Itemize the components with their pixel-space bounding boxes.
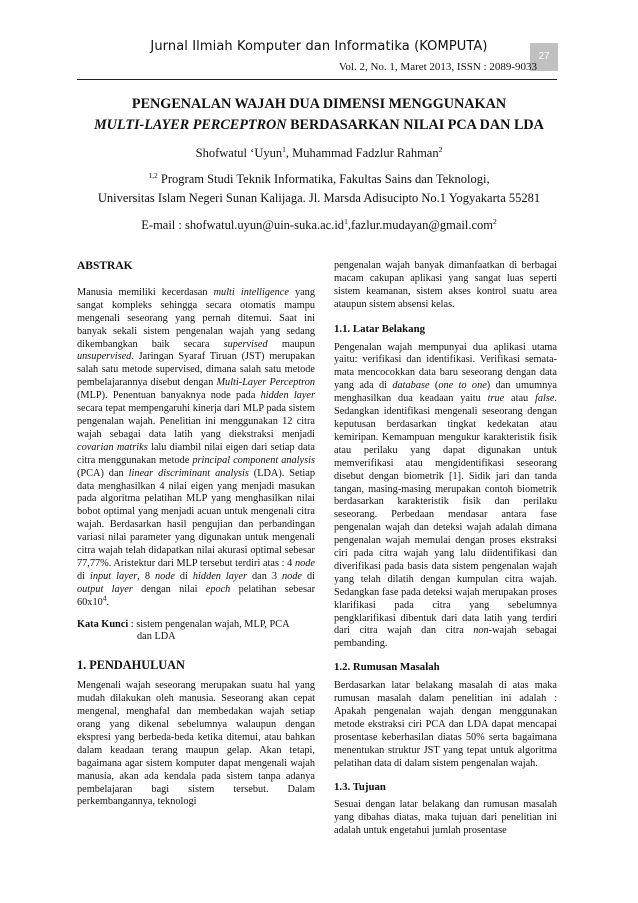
email-sup2: 2 <box>492 216 497 226</box>
keywords-line2: dan LDA <box>137 631 176 643</box>
latar-belakang-run: one to one <box>438 380 487 392</box>
keywords-label: Kata Kunci <box>77 618 129 630</box>
abstract-run: output layer <box>77 583 133 595</box>
abstract-run: 4 <box>102 593 107 603</box>
abstract-run: linear discriminant analysis <box>128 467 249 479</box>
authors <box>0 146 638 161</box>
email-prefix: E-mail : shofwatul.uyun@uin-suka.ac.id <box>141 218 345 232</box>
email-sup1: 1 <box>344 216 348 226</box>
latar-belakang-text <box>334 342 557 652</box>
latar-belakang-run: non <box>473 625 489 637</box>
abstract-run: epoch <box>205 583 231 595</box>
abstract-run: . <box>106 596 110 608</box>
abstract-run: node <box>281 570 302 582</box>
abstract-run: unsupervised <box>77 351 132 363</box>
subsection-latar-belakang-heading: 1.1. Latar Belakang <box>334 322 425 335</box>
pendahuluan-text: Mengenali wajah seseorang merupakan suatu hal yang mudah dilakukan oleh manusia. Seseorang akan cepat mengenal, menghafal dan membedakan wajah setiap orang yang dikenal sebelumnya walaupun dengan ekspresi yang berbeda-beda ketika ditemui, atau bahkan dalam keadaan terang maupun gelap. Akan tetapi, bagaimana agar sistem komputer dapat mengenali wajah manusia, akan ada kendala pada sistem tanpa adanya pembelajaran bagi sistem tersebut. Dalam perkembangannya, teknologi <box>77 680 315 808</box>
latar-belakang-run: . Sedangkan identifikasi mengenali seseorang dengan keputusan berdasarkan tingkat kedekatan atau kemiripan. Kemampuan mengukur karakteristik fisik atau perilaku yang dapat digunakan untuk memverifikasi atau mengidentifikasi seseorang disebut dengan biometrik [1]. Sidik jari dan tanda tangan, masing-masing merupakan contoh biometrik berdasarkan karakteristik fisik dan perilaku seseorang. Perbedaan mendasar antara fase pengenalan wajah dan deteksi wajah adalah dimana pengenalan wajah memulai dengan proses ekstraksi ciri pada citra wajah yang lalu diidentifikasi dan diverifikasi pada basis data sistem pengenalan wajah yang telah dilatih dengan kumpulan citra wajah. Sedangkan fase pada deteksi wajah merupakan proses klarifikasi pada citra yang sebelumnya pengklarifikasi dibentuk dari data latih yang terdiri dari citra wajah dan citra <box>334 393 557 637</box>
keywords <box>77 619 315 632</box>
affiliation-text1: Program Studi Teknik Informatika, Fakultas Sains dan Teknologi, <box>157 172 490 186</box>
email-line <box>0 218 638 233</box>
abstract-run: (MLP). Penentuan banyaknya node pada <box>77 390 261 402</box>
latar-belakang-run: Pengenalan wajah mempunyai dua aplikasi utama yaitu: verifikasi dan identifikasi. Verifikasi semata-mata mencocokkan data baru seseorang dengan data yang ada di <box>334 341 557 392</box>
journal-title: Jurnal Ilmiah Komputer dan Informatika (KOMPUTA) <box>150 39 488 54</box>
latar-belakang-run: false <box>534 393 555 405</box>
right-column <box>334 260 557 838</box>
abstract-run: supervised <box>223 338 268 350</box>
author-1: Shofwatul ‘Uyun <box>195 146 283 160</box>
abstract-run: multi intelligence <box>213 286 289 298</box>
abstract-run: input layer <box>89 570 138 582</box>
left-column <box>77 260 315 809</box>
rumusan-masalah-text: Berdasarkan latar belakang masalah di atas maka rumusan masalah dalam penelitian ini adalah : Apakah pengenalan wajah dengan menggunakan metode ekstraksi ciri PCA dan LDA dapat mencapai prosentase keberhasilan diatas 50% serta bagaimana menentukan struktur JST yang tepat untuk algoritma pelatihan data di dalam sistem pengenalan wajah. <box>334 680 557 769</box>
abstract-run: node <box>294 557 315 569</box>
affiliation-sup: 1,2 <box>148 170 158 180</box>
author-1-sup: 1 <box>282 144 286 154</box>
latar-belakang-run: true <box>487 393 505 405</box>
subsection-tujuan-heading: 1.3. Tujuan <box>334 780 386 793</box>
volume-info: Vol. 2, No. 1, Maret 2013, ISSN : 2089-9033 <box>338 61 537 73</box>
abstract-run: node <box>154 570 175 582</box>
paper-title-line1: PENGENALAN WAJAH DUA DIMENSI MENGGUNAKAN <box>131 96 507 112</box>
abstract-run: hidden layer <box>192 570 248 582</box>
abstract-run: lalu diambil nilai eigen dari setiap data citra menggunakan metode <box>77 441 315 466</box>
abstract-run: Multi-Layer Perceptron <box>216 377 316 389</box>
abstract-run: di <box>174 570 193 582</box>
paper-title-line2 <box>0 117 638 134</box>
abstract-run: dan 3 <box>247 570 282 582</box>
author-2-sup: 2 <box>438 144 443 154</box>
abstract-run: dengan nilai <box>132 583 206 595</box>
abstract-run: pelatihan sebesar 60x10 <box>77 583 315 608</box>
author-2: Muhammad Fadzlur Rahman <box>292 146 439 160</box>
tujuan-text: Sesuai dengan latar belakang dan rumusan masalah yang dibahas diatas, maka tujuan dari penelitian ini adalah untuk engetahui jumlah prosentase <box>334 799 557 837</box>
abstract-run: principal component analysis <box>192 454 315 466</box>
abstract-run: secara tepat mempengaruhi kinerja dari MLP pada sistem pengenalan wajah. Penelitian ini menggunakan 12 citra wajah sebagai data latih yang diekstraksi menjadi <box>77 403 315 440</box>
intro-continuation: pengenalan wajah banyak dimanfaatkan di berbagai macam cakupan aplikasi yang sangat luas seperti sistem keamanan, sistem akses kontrol suatu area ataupun sistem absensi kelas. <box>334 260 557 310</box>
abstract-run: Manusia memiliki kecerdasan <box>77 286 214 298</box>
subsection-rumusan-masalah-heading: 1.2. Rumusan Masalah <box>334 661 440 674</box>
affiliation-line2: Universitas Islam Negeri Sunan Kalijaga. Jl. Marsda Adisucipto No.1 Yogyakarta 55281 <box>97 191 541 205</box>
author-sep: , <box>285 146 293 160</box>
abstract-run: covarian matriks <box>77 441 148 453</box>
abstract-run: di <box>302 570 315 582</box>
abstract-run: yang sangat kompleks sehingga secara otomatis mampu mengenali seseorang yang pernah ditemui. Saat ini banyak sekali sistem pengenalan wajah yang sedang dikembangkan baik secara <box>77 286 315 350</box>
abstract-body <box>77 287 315 610</box>
title-rest: BERDASARKAN NILAI PCA DAN LDA <box>286 117 544 133</box>
affiliation-line1 <box>0 172 638 187</box>
abstract-heading: ABSTRAK <box>77 260 133 272</box>
abstract-run: maupun <box>267 338 315 350</box>
latar-belakang-run: ( <box>429 380 439 392</box>
header-rule <box>77 79 557 80</box>
latar-belakang-run: database <box>392 380 430 392</box>
abstract-run: . Jaringan Syaraf Tiruan (JST) merupakan salah satu metode supervised, dimana salah satu metode pembelajarannya disebut dengan <box>77 351 315 389</box>
keywords-line1: : sistem pengenalan wajah, MLP, PCA <box>128 618 290 630</box>
page-number-box: 27 <box>530 43 558 71</box>
abstract-run: (LDA). Setiap data menghasilkan 4 nilai eigen yang menjadi masukan pada algoritma pelatihan MLP yang menghasilkan nilai bobot optimal yang menjadi acuan untuk mengenali citra wajah. Berdasarkan hasil pengujian dan perbandingan variasi nilai parameter yang digunakan untuk mengenali citra wajah telah didapatkan nilai akurasi optimal sebesar 77,77%. Aristektur dari MLP tersebut terdiri atas : 4 <box>77 467 316 569</box>
abstract-run: di <box>77 570 90 582</box>
latar-belakang-run: ) dan umumnya menghasilkan dua keadaan yaitu <box>334 380 557 405</box>
abstract-run: hidden layer <box>260 390 316 402</box>
section-pendahuluan-heading: 1. PENDAHULUAN <box>77 658 185 673</box>
abstract-run: (PCA) dan <box>77 467 129 479</box>
latar-belakang-run: -wajah sebagai pembanding. <box>334 625 557 650</box>
latar-belakang-run: atau <box>504 393 535 405</box>
abstract-run: , 8 <box>137 570 155 582</box>
title-italic-part: MULTI-LAYER PERCEPTRON <box>94 117 287 133</box>
email-mid: ,fazlur.mudayan@gmail.com <box>347 218 493 232</box>
